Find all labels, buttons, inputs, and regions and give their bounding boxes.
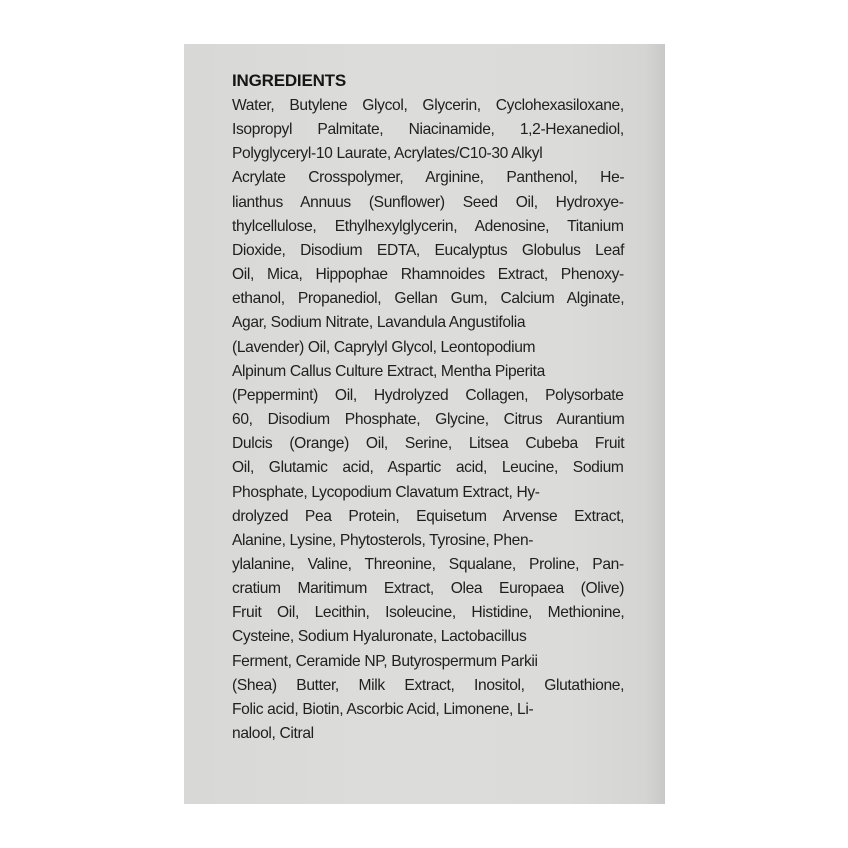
ingredients-line: drolyzed Pea Protein, Equisetum Arvense Extract, bbox=[232, 507, 625, 525]
ingredients-line: Oil, Mica, Hippophae Rhamnoides Extract, Phenoxy- bbox=[232, 266, 624, 284]
ingredients-line: Acrylate Crosspolymer, Arginine, Panthenol, He- bbox=[232, 169, 625, 187]
ingredients-line: Fruit Oil, Lecithin, Isoleucine, Histidine, Methionine, bbox=[232, 604, 625, 622]
ingredients-line: Agar, Sodium Nitrate, Lavandula Angustifolia bbox=[232, 314, 526, 332]
ingredients-line: Alanine, Lysine, Phytosterols, Tyrosine, Phen- bbox=[232, 531, 534, 549]
ingredients-line: Water, Butylene Glycol, Glycerin, Cyclohexasiloxane, bbox=[232, 97, 624, 114]
ingredients-line: Dulcis (Orange) Oil, Serine, Litsea Cubeba Fruit bbox=[232, 435, 625, 453]
ingredients-line: Phosphate, Lycopodium Clavatum Extract, Hy- bbox=[232, 483, 540, 501]
ingredients-line: Oil, Glutamic acid, Aspartic acid, Leucine, Sodium bbox=[232, 459, 624, 477]
ingredients-heading: INGREDIENTS bbox=[232, 71, 346, 90]
ingredients-line: Folic acid, Biotin, Ascorbic Acid, Limonene, Li- bbox=[232, 700, 534, 718]
ingredients-line: cratium Maritimum Extract, Olea Europaea (Olive) bbox=[232, 580, 625, 598]
ingredients-line: (Shea) Butter, Milk Extract, Inositol, Glutathione, bbox=[232, 676, 625, 694]
ingredients-line: Dioxide, Disodium EDTA, Eucalyptus Globulus Leaf bbox=[232, 241, 625, 259]
ingredients-line: nalool, Citral bbox=[232, 725, 314, 743]
package-edge-shadow bbox=[645, 44, 665, 804]
ingredients-label bbox=[232, 70, 624, 746]
ingredients-line: Isopropyl Palmitate, Niacinamide, 1,2-Hexanediol, bbox=[232, 121, 624, 139]
ingredients-line: thylcellulose, Ethylhexylglycerin, Adenosine, Titanium bbox=[232, 217, 624, 235]
product-package-panel bbox=[184, 44, 665, 804]
ingredients-line: ylalanine, Valine, Threonine, Squalane, Proline, Pan- bbox=[232, 555, 624, 573]
ingredients-text bbox=[232, 94, 624, 746]
ingredients-line: (Peppermint) Oil, Hydrolyzed Collagen, Polysorbate bbox=[232, 386, 624, 404]
ingredients-line: (Lavender) Oil, Caprylyl Glycol, Leontopodium bbox=[232, 338, 536, 356]
ingredients-line: Polyglyceryl-10 Laurate, Acrylates/C10-30 Alkyl bbox=[232, 145, 543, 163]
ingredients-line: 60, Disodium Phosphate, Glycine, Citrus Aurantium bbox=[232, 411, 625, 429]
ingredients-line: Cysteine, Sodium Hyaluronate, Lactobacillus bbox=[232, 628, 527, 646]
ingredients-line: lianthus Annuus (Sunflower) Seed Oil, Hydroxye- bbox=[232, 193, 624, 211]
ingredients-line: ethanol, Propanediol, Gellan Gum, Calcium Alginate, bbox=[232, 290, 625, 308]
ingredients-line: Alpinum Callus Culture Extract, Mentha Piperita bbox=[232, 362, 545, 380]
ingredients-line: Ferment, Ceramide NP, Butyrospermum Parkii bbox=[232, 652, 538, 670]
